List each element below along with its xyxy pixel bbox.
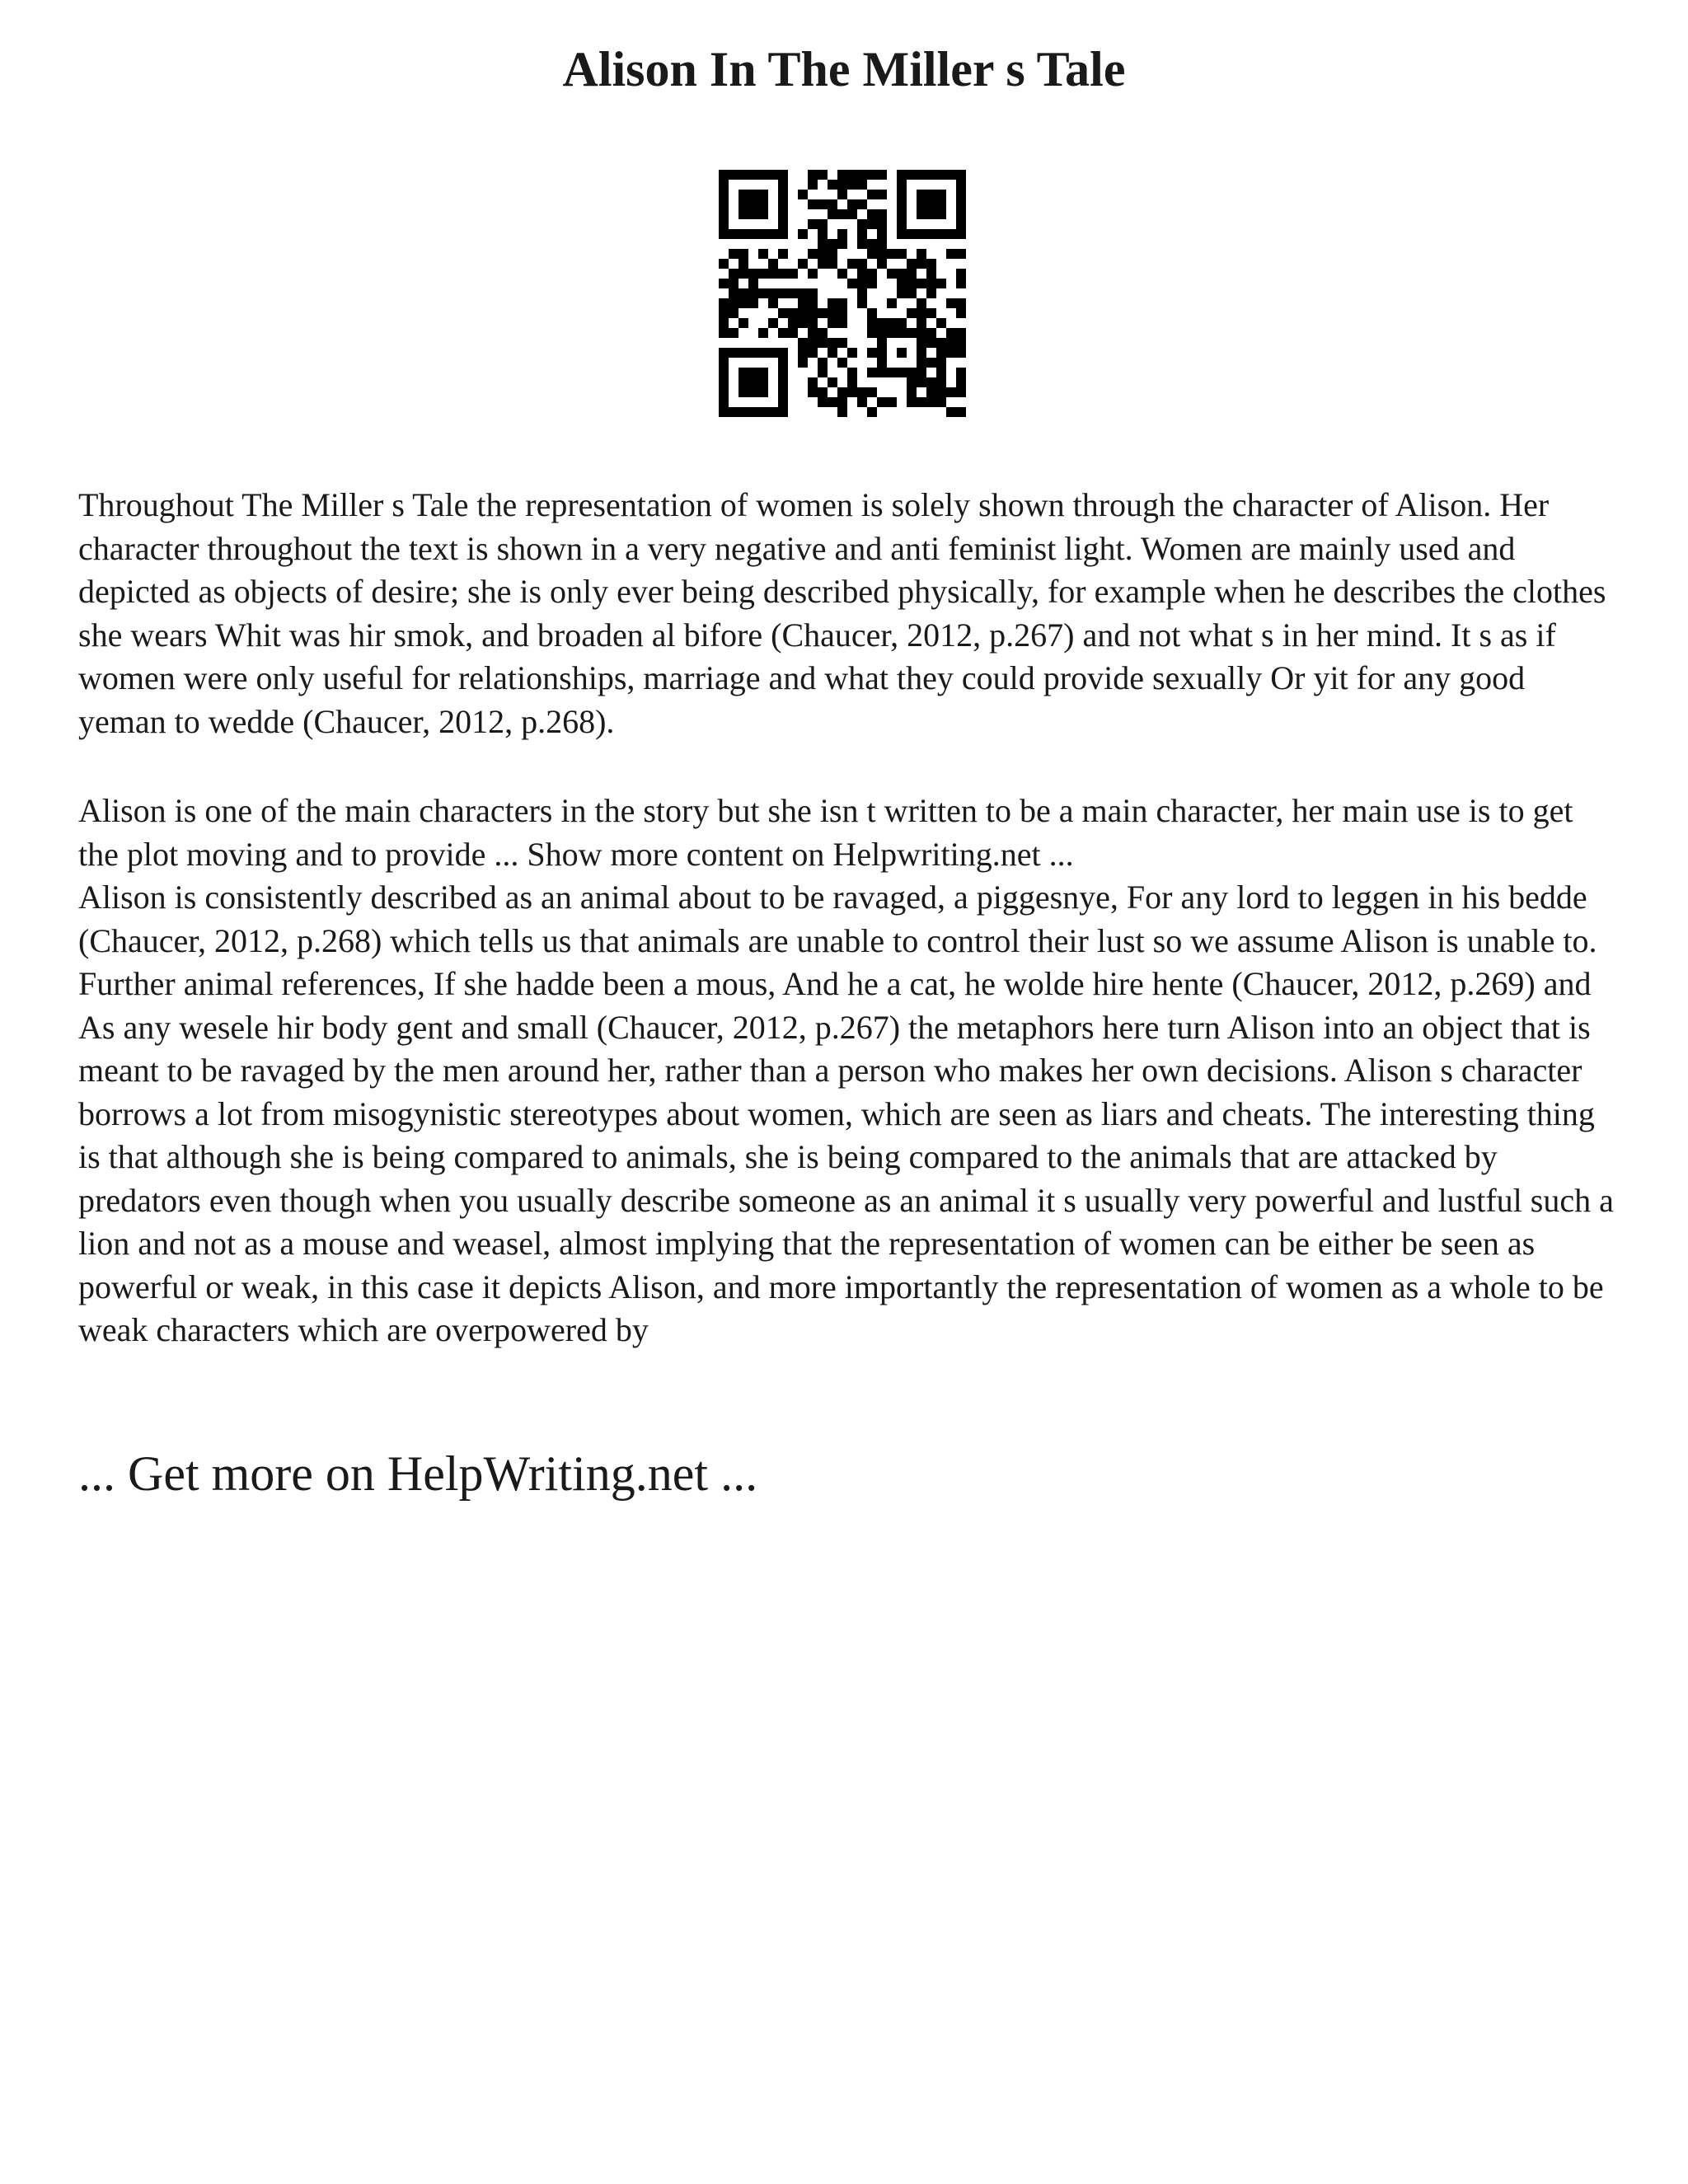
paragraph-group — [78, 790, 1620, 1352]
get-more-link[interactable]: ... Get more on HelpWriting.net ... — [78, 1446, 758, 1501]
qr-code-icon — [719, 170, 966, 417]
paragraph-intro: Throughout The Miller s Tale the representation of women is solely shown through the character of Alison. Her character throughout the text is shown in a very negative and anti feminist light. Women are mainly used and depicted as objects of desire; she is only ever being described physically, for example when he describes the clothes she wears Whit was hir smok, and broaden al bifore (Chaucer, 2012, p.267) and not what s in her mind. It s as if women were only useful for relationships, marriage and what they could provide sexually Or yit for any good yeman to wedde (Chaucer, 2012, p.268). — [78, 486, 1606, 740]
paragraph-animal-metaphors: Alison is consistently described as an animal about to be ravaged, a piggesnye, For any lord to leggen in his bedde (Chaucer, 2012, p.268) which tells us that animals are unable to control their lust so we assume Alison is unable to. Further animal references, If she hadde been a mous, And he a cat, he wolde hire hente (Chaucer, 2012, p.269) and As any wesele hir body gent and small (Chaucer, 2012, p.267) the metaphors here turn Alison into an object that is meant to be ravaged by the men around her, rather than a person who makes her own decisions. Alison s character borrows a lot from misogynistic stereotypes about women, which are seen as liars and cheats. The interesting thing is that although she is being compared to animals, she is being compared to the animals that are attacked by predators even though when you usually describe someone as an animal it s usually very powerful and lustful such a lion and not as a mouse and weasel, almost implying that the representation of women can be either be seen as powerful or weak, in this case it depicts Alison, and more importantly the representation of women as a whole to be weak characters which are overpowered by — [78, 879, 1614, 1348]
page-title: Alison In The Miller s Tale — [562, 42, 1126, 96]
paragraph-main-character: Alison is one of the main characters in the story but she isn t written to be a main character, her main use is to get the plot moving and to provide ... Show more content on Helpwriting.net ... — [78, 792, 1573, 873]
